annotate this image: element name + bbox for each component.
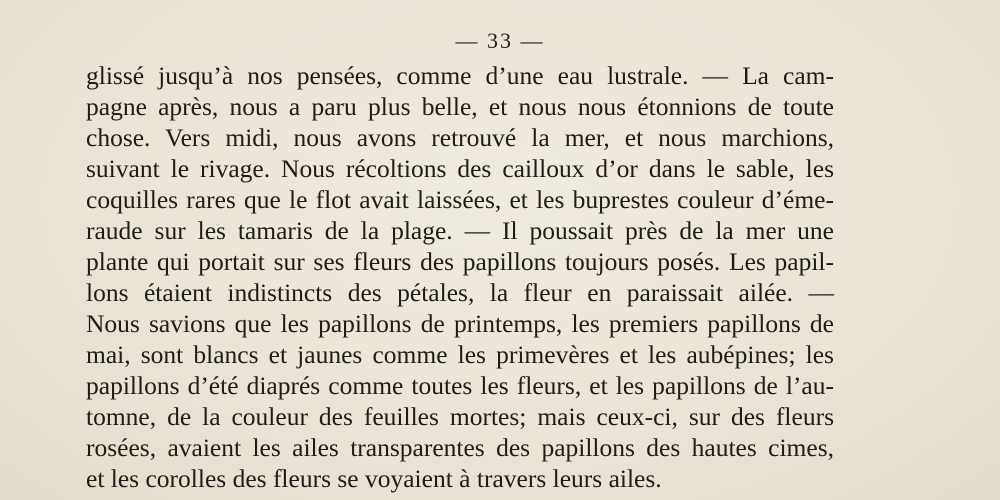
text-line: pagne après, nous a paru plus belle, et nous nous étonnions de toute bbox=[86, 92, 834, 121]
text-line: tomne, de la couleur des feuilles mortes; mais ceux-ci, sur des fleurs bbox=[86, 402, 834, 431]
text-line: plante qui portait sur ses fleurs des papillons toujours posés. Les papil- bbox=[86, 247, 834, 276]
text-line: lons étaient indistincts des pétales, la fleur en paraissait ailée. — bbox=[86, 278, 834, 307]
text-line: suivant le rivage. Nous récoltions des cailloux d’or dans le sable, les bbox=[86, 154, 834, 183]
text-line: Nous savions que les papillons de printemps, les premiers papillons de bbox=[86, 309, 834, 338]
text-line: coquilles rares que le flot avait laissées, et les buprestes couleur d’éme- bbox=[86, 185, 834, 214]
text-line: glissé jusqu’à nos pensées, comme d’une eau lustrale. — La cam- bbox=[86, 61, 834, 90]
text-line: raude sur les tamaris de la plage. — Il poussait près de la mer une bbox=[86, 216, 834, 245]
text-line: chose. Vers midi, nous avons retrouvé la mer, et nous marchions, bbox=[86, 123, 834, 152]
text-line: mai, sont blancs et jaunes comme les primevères et les aubépines; les bbox=[86, 340, 834, 369]
text-line: papillons d’été diaprés comme toutes les fleurs, et les papillons de l’au- bbox=[86, 371, 834, 400]
body-text bbox=[86, 60, 834, 494]
text-line: rosées, avaient les ailes transparentes des papillons des hautes cimes, bbox=[86, 433, 834, 462]
page-number: — 33 — bbox=[455, 28, 545, 53]
text-line: et les corolles des fleurs se voyaient à travers leurs ailes. bbox=[86, 464, 662, 493]
